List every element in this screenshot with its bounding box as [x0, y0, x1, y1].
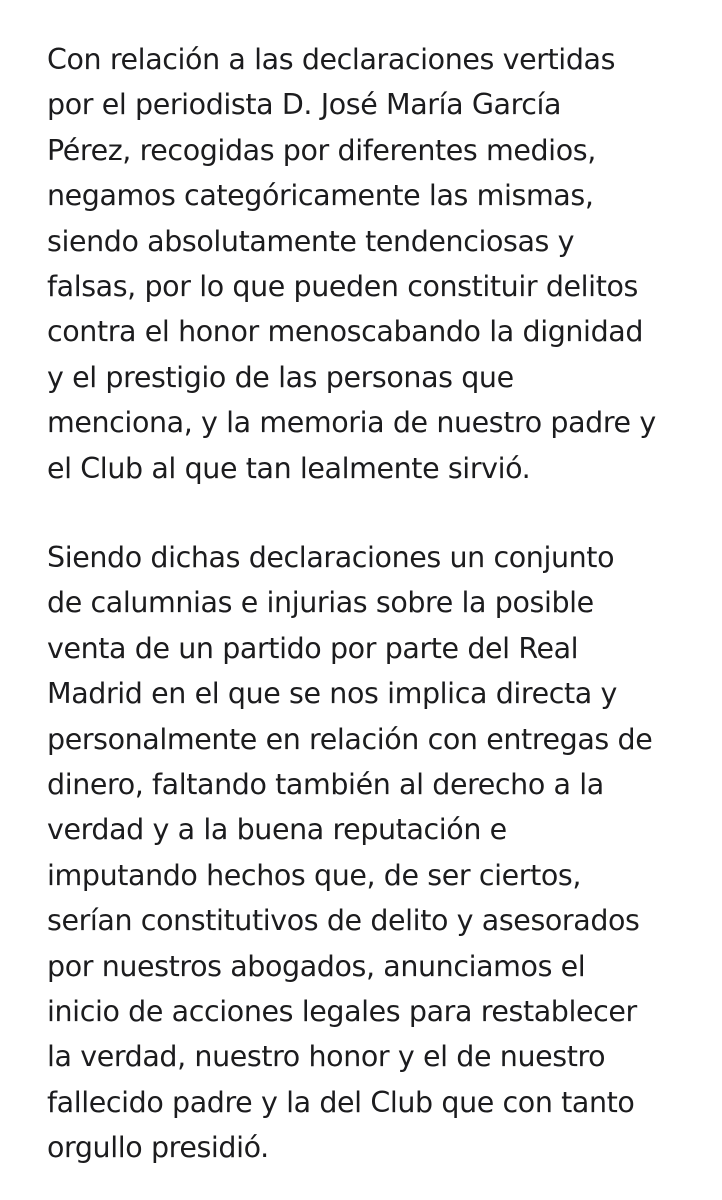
- paragraph-line: contra el honor menoscabando la dignidad: [47, 315, 644, 349]
- paragraph-line: negamos categóricamente las mismas,: [47, 179, 594, 213]
- paragraph-line: Madrid en el que se nos implica directa y: [47, 677, 617, 711]
- paragraph-line: el Club al que tan lealmente sirvió.: [47, 451, 531, 485]
- paragraph-line: la verdad, nuestro honor y el de nuestro: [47, 1040, 606, 1074]
- paragraph-line: por el periodista D. José María García: [47, 88, 562, 122]
- paragraph-line: Pérez, recogidas por diferentes medios,: [47, 133, 596, 167]
- paragraph-line: dinero, faltando también al derecho a la: [47, 767, 604, 801]
- paragraph-line: inicio de acciones legales para restablecer: [47, 994, 637, 1028]
- paragraph-line: de calumnias e injurias sobre la posible: [47, 586, 594, 620]
- paragraph-line: verdad y a la buena reputación e: [47, 813, 507, 847]
- paragraph-line: personalmente en relación con entregas de: [47, 722, 653, 756]
- paragraph-line: Siendo dichas declaraciones un conjunto: [47, 541, 615, 574]
- paragraph-line: imputando hechos que, de ser ciertos,: [47, 858, 582, 892]
- paragraph-line: por nuestros abogados, anunciamos el: [47, 949, 586, 983]
- paragraph-line: falsas, por lo que pueden constituir delitos: [47, 269, 638, 303]
- paragraph-line: serían constitutivos de delito y asesorados: [47, 904, 640, 938]
- paragraph-line: Con relación a las declaraciones vertidas: [47, 43, 616, 76]
- statement-paragraph-2: [47, 535, 707, 1170]
- paragraph-line: orgullo presidió.: [47, 1131, 269, 1165]
- statement-paragraph-1: [47, 37, 707, 491]
- paragraph-line: siendo absolutamente tendenciosas y: [47, 224, 575, 258]
- paragraph-line: fallecido padre y la del Club que con tanto: [47, 1085, 635, 1119]
- paragraph-line: y el prestigio de las personas que: [47, 360, 514, 394]
- paragraph-line: venta de un partido por parte del Real: [47, 631, 579, 665]
- paragraph-line: menciona, y la memoria de nuestro padre y: [47, 406, 656, 440]
